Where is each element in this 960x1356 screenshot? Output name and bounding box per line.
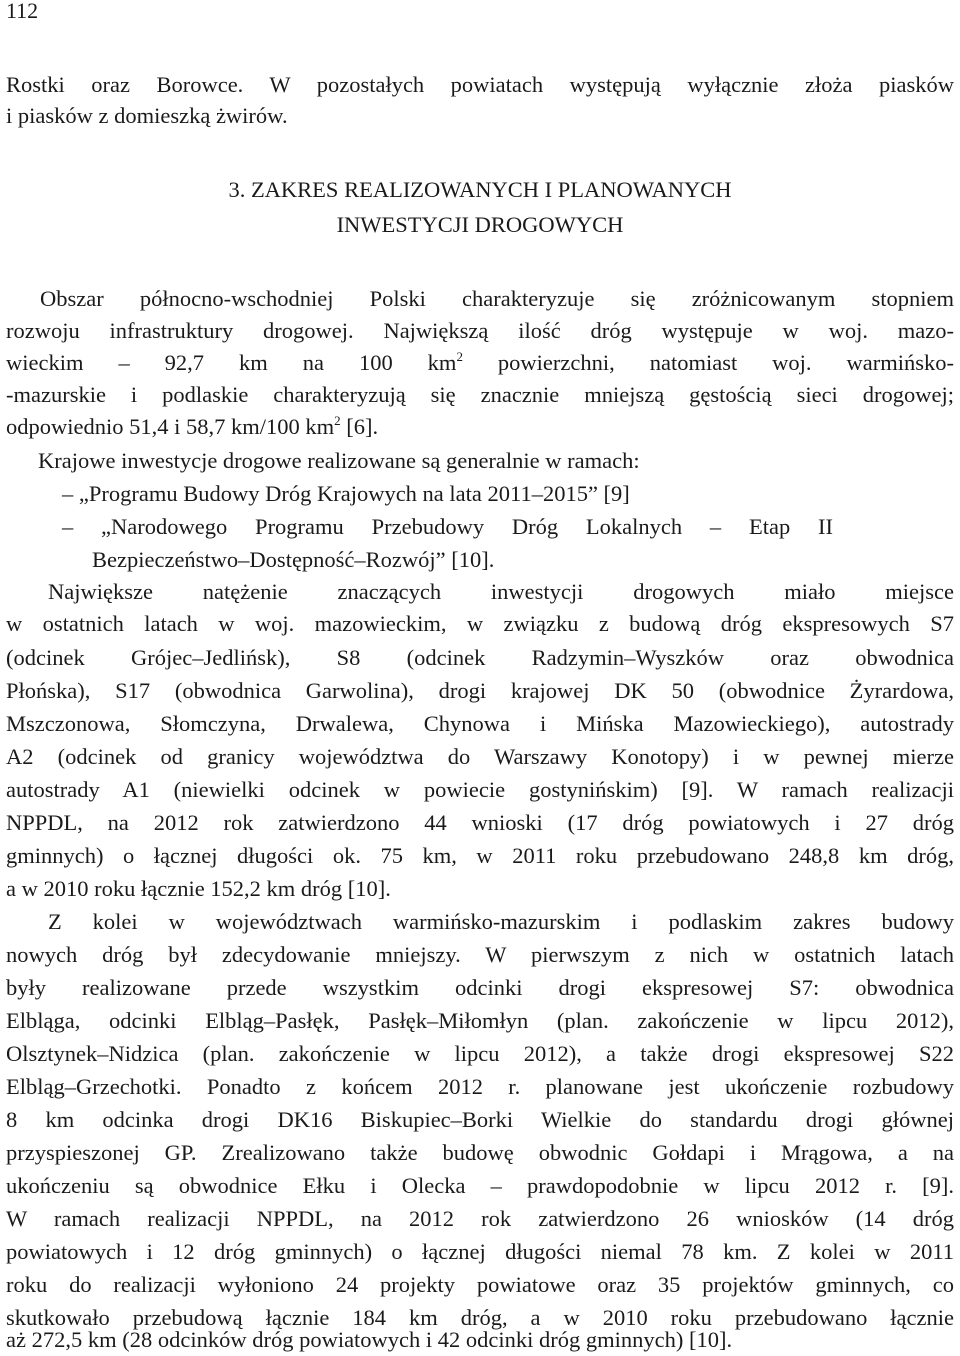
text-line: aż 272,5 km (28 odcinków dróg powiatowych i 42 odcinki dróg gminnych) [10]. [6,1327,733,1352]
text-line: Z kolei w województwach warmińsko-mazurskim i podlaskim zakres budowy [48,909,954,934]
text-line: nowych dróg był zdecydowanie mniejszy. W pierwszym z nich w ostatnich latach [6,942,954,967]
text-line: a w 2010 roku łącznie 152,2 km dróg [10]. [6,876,391,901]
text-line: Największe natężenie znaczących inwestycji drogowych miało miejsce [48,579,954,604]
text-line: Elbląg–Grzechotki. Ponadto z końcem 2012 r. planowane jest ukończenie rozbudowy [6,1074,954,1099]
text-line: rozwoju infrastruktury drogowej. Największą ilość dróg występuje w woj. mazo- [6,318,954,343]
list-item-continuation: Bezpieczeństwo–Dostępność–Rozwój” [10]. [92,547,495,572]
text-line: A2 (odcinek od granicy województwa do Warszawy Konotopy) i w pewnej mierze [6,744,954,769]
text-line: NPPDL, na 2012 rok zatwierdzono 44 wnioski (17 dróg powiatowych i 27 dróg [6,810,954,835]
text-line: Rostki oraz Borowce. W pozostałych powiatach występują wyłącznie złoża piasków [6,72,954,97]
heading-line: 3. ZAKRES REALIZOWANYCH I PLANOWANYCH [228,177,732,202]
text-line: ukończeniu są obwodnice Ełku i Olecka – prawdopodobnie w lipcu 2012 r. [9]. [6,1173,954,1198]
text-line: gminnych) o łącznej długości ok. 75 km, w 2011 roku przebudowano 248,8 km dróg, [6,843,954,868]
text-line: przyspieszonej GP. Zrealizowano także budowę obwodnic Gołdapi i Mrągowa, a na [6,1140,954,1165]
list-item: – „Programu Budowy Dróg Krajowych na lata 2011–2015” [9] [62,481,630,506]
text-segment: odpowiednio 51,4 i 58,7 km/100 km [6,414,335,439]
list-item: – „Narodowego Programu Przebudowy Dróg Lokalnych – Etap II [62,514,833,539]
text-line: autostrady A1 (niewielki odcinek w powiecie gostynińskim) [9]. W ramach realizacji [6,777,954,802]
text-line: -mazurskie i podlaskie charakteryzują się znacznie mniejszą gęstością sieci drogowej; [6,382,954,407]
text-line: Obszar północno-wschodniej Polski charakteryzuje się zróżnicowanym stopniem [40,286,954,311]
text-line [6,348,954,378]
text-line: roku do realizacji wyłoniono 24 projekty powiatowe oraz 35 projektów gminnych, co [6,1272,954,1297]
text-segment: [6]. [340,414,379,439]
text-segment: wieckim – 92,7 km na 100 km [6,350,457,375]
text-line: w ostatnich latach w woj. mazowieckim, w związku z budową dróg ekspresowych S7 [6,611,954,636]
superscript: 2 [456,349,463,364]
text-line: Krajowe inwestycje drogowe realizowane są generalnie w ramach: [38,448,640,473]
text-line: Olsztynek–Nidzica (plan. zakończenie w lipcu 2012), a także drogi ekspresowej S22 [6,1041,954,1066]
text-line: Elbląga, odcinki Elbląg–Pasłęk, Pasłęk–Miłomłyn (plan. zakończenie w lipcu 2012), [6,1008,954,1033]
text-line [6,412,954,442]
text-line: i piasków z domieszką żwirów. [6,103,288,128]
text-segment: powierzchni, natomiast woj. warmińsko- [462,350,954,375]
page-number: 112 [6,0,39,23]
text-line: 8 km odcinka drogi DK16 Biskupiec–Borki Wielkie do standardu drogi głównej [6,1107,954,1132]
text-line: W ramach realizacji NPPDL, na 2012 rok zatwierdzono 26 wniosków (14 dróg [6,1206,954,1231]
text-line: były realizowane przede wszystkim odcinki drogi ekspresowej S7: obwodnica [6,975,954,1000]
text-line: Płońska), S17 (obwodnica Garwolina), drogi krajowej DK 50 (obwodnice Żyrardowa, [6,678,954,703]
heading-line: INWESTYCJI DROGOWYCH [336,212,624,237]
text-line: (odcinek Grójec–Jedlińsk), S8 (odcinek Radzymin–Wyszków oraz obwodnica [6,645,954,670]
text-line: skutkowało przebudową łącznie 184 km dróg, a w 2010 roku przebudowano łącznie [6,1305,954,1330]
text-line: powiatowych i 12 dróg gminnych) o łącznej długości niemal 78 km. Z kolei w 2011 [6,1239,954,1264]
text-line: Mszczonowa, Słomczyna, Drwalewa, Chynowa i Mińska Mazowieckiego), autostrady [6,711,954,736]
superscript: 2 [334,413,341,428]
